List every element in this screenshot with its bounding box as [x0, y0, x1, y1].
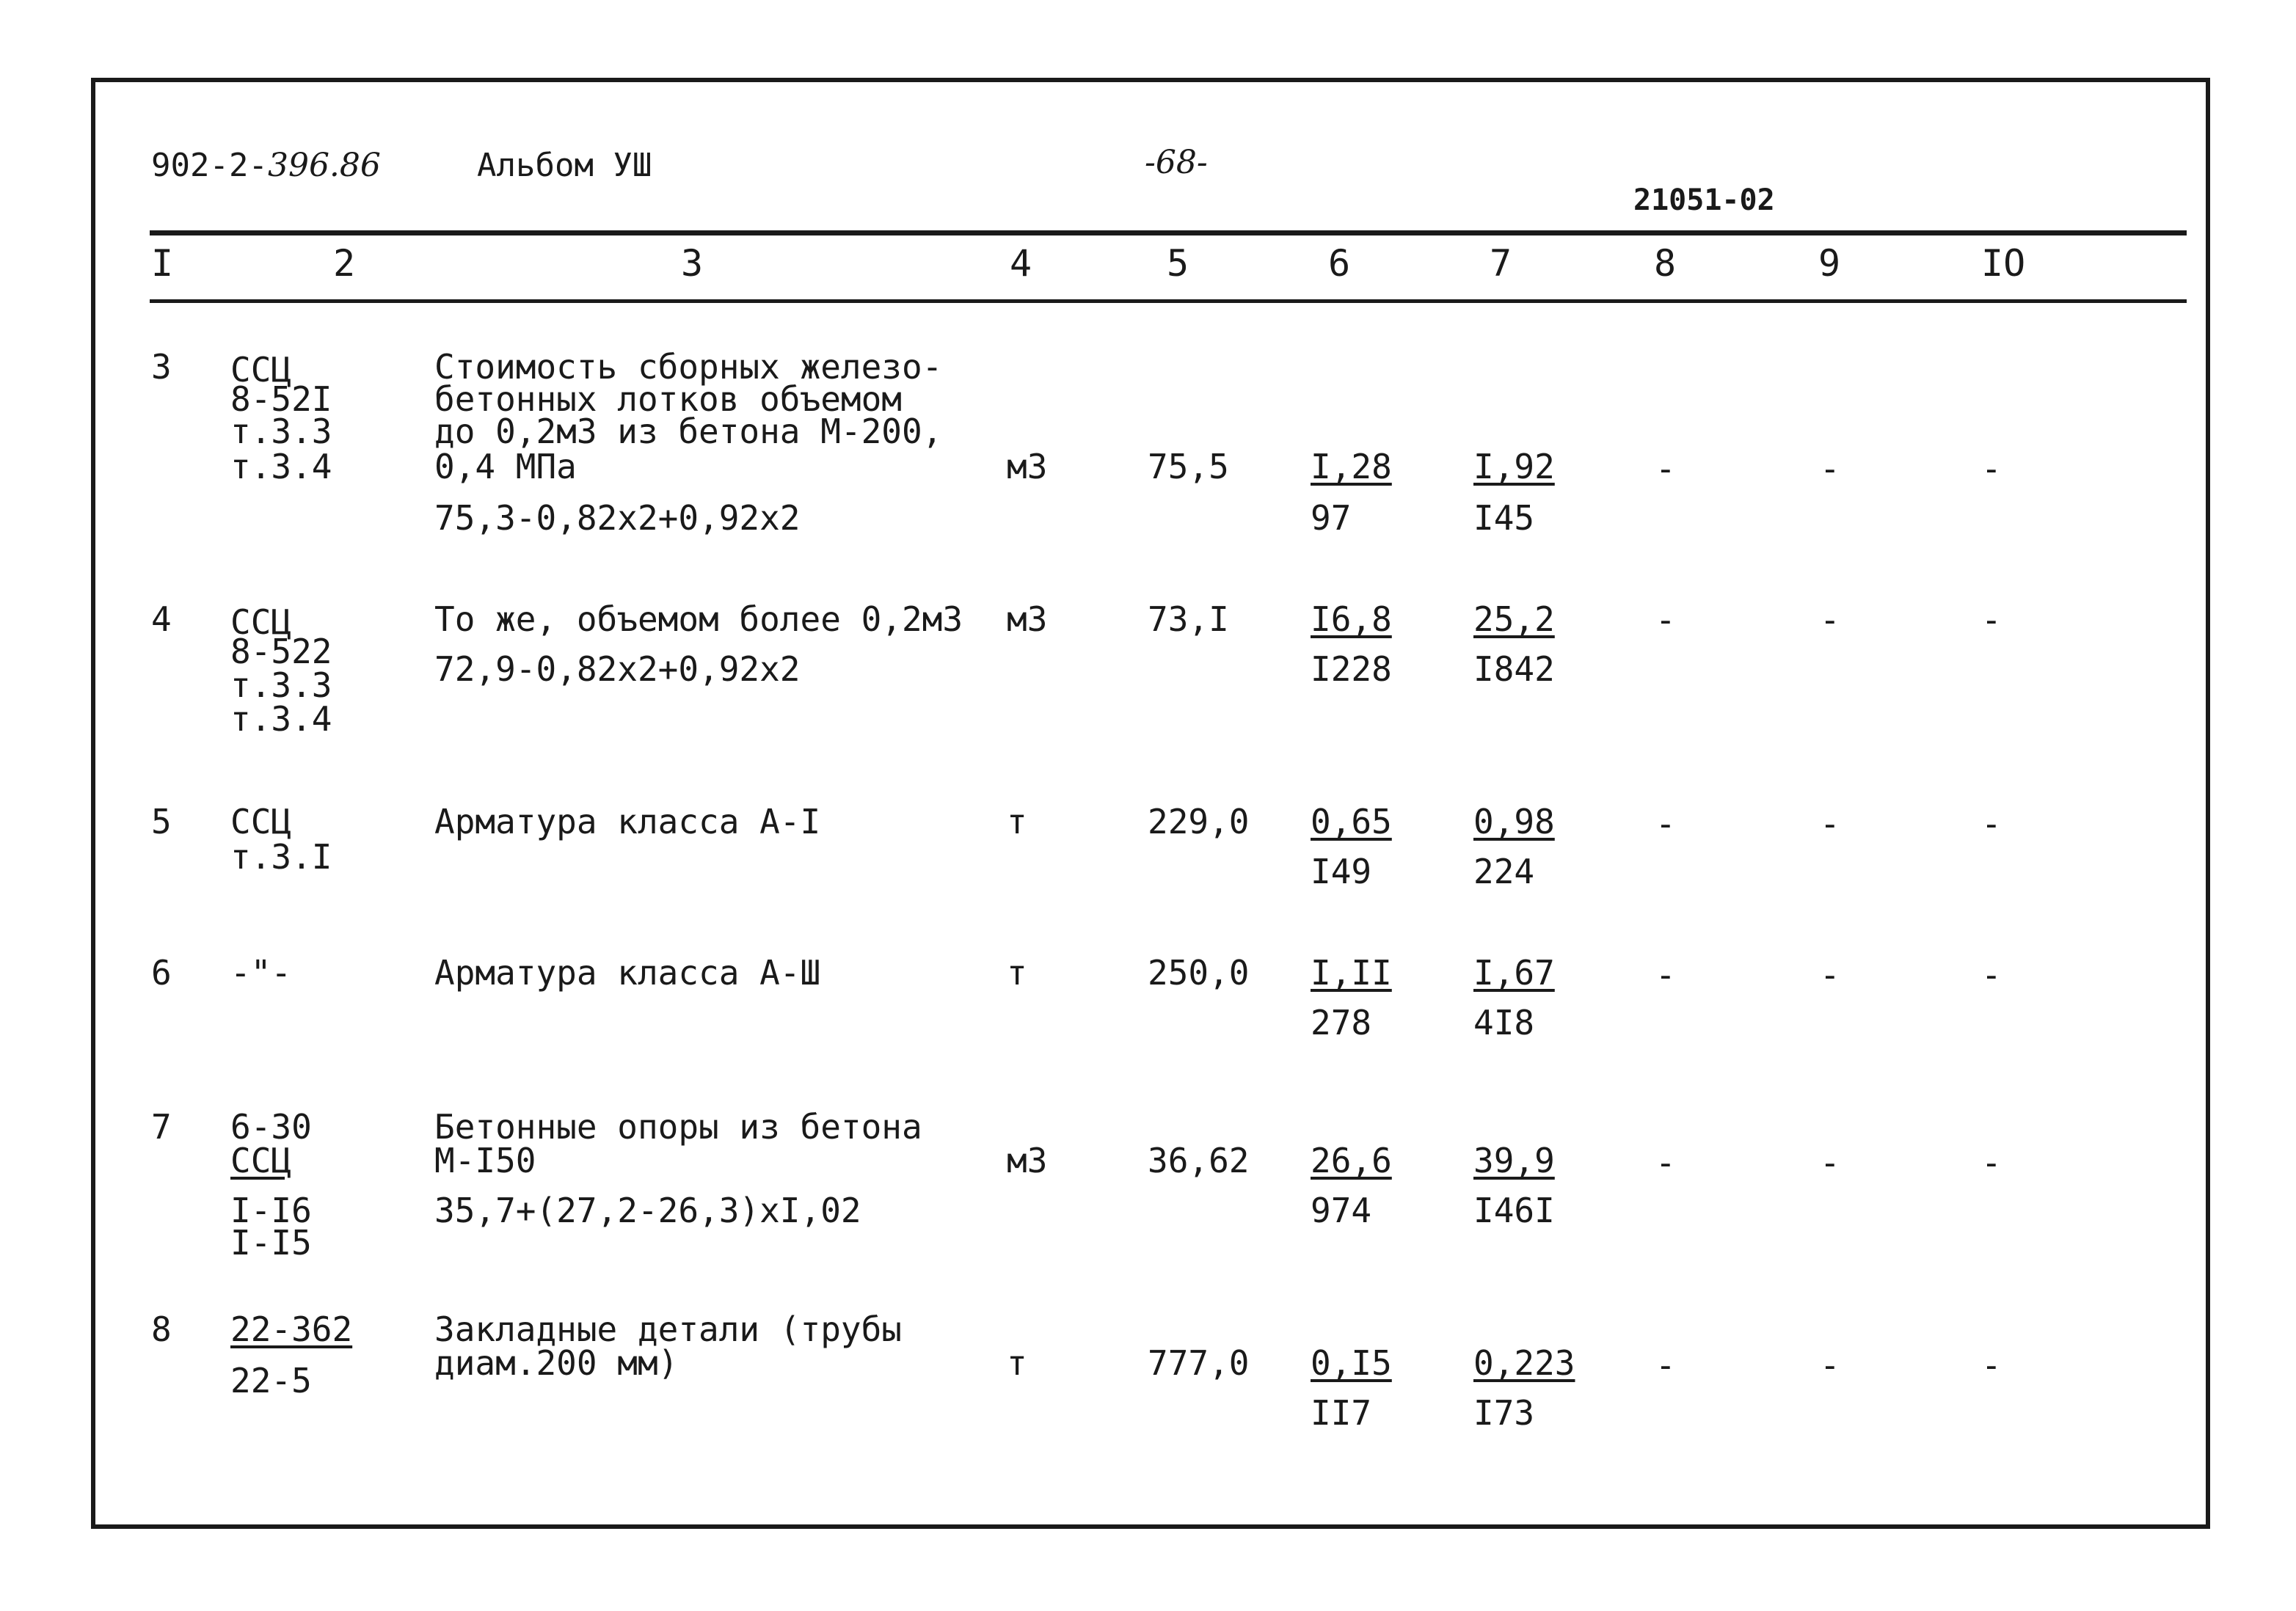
col8-dash: -: [1655, 449, 1676, 489]
col8-dash: -: [1655, 955, 1676, 995]
unit: м3: [1007, 1141, 1048, 1180]
price: 229,0: [1148, 802, 1250, 841]
code-line: ССЦ: [230, 350, 292, 390]
description-line: То же, объемом более 0,2м3: [434, 599, 963, 639]
row-number: 7: [151, 1107, 172, 1147]
col7-bottom: I73: [1473, 1393, 1535, 1433]
description-line: 0,4 МПа: [434, 447, 577, 486]
description-line: Закладные детали (трубы: [434, 1309, 902, 1349]
description-line: Арматура класса А-I: [434, 802, 821, 841]
unit: м3: [1007, 599, 1048, 639]
col9-dash: -: [1820, 1345, 1840, 1385]
col10-dash: -: [1981, 449, 2002, 489]
col9-dash: -: [1820, 804, 1840, 844]
page-number: -68-: [1145, 144, 1208, 181]
price: 73,I: [1148, 599, 1229, 639]
col7-top: 25,2: [1473, 599, 1555, 639]
description-line: М-I50: [434, 1141, 536, 1180]
col6-top: 0,65: [1311, 802, 1392, 841]
col7-bottom: I46I: [1473, 1191, 1555, 1230]
doc-number: [151, 147, 381, 184]
row-number: 3: [151, 347, 172, 387]
code-line: ССЦ: [230, 802, 292, 841]
unit: т: [1007, 1343, 1027, 1383]
col7-bottom: I842: [1473, 649, 1555, 689]
col6-top: I6,8: [1311, 599, 1392, 639]
album-title: Альбом УШ: [477, 147, 652, 184]
price: 75,5: [1148, 447, 1229, 486]
col7-top: I,67: [1473, 953, 1555, 993]
col-2-header: 2: [333, 242, 356, 285]
price: 777,0: [1148, 1343, 1250, 1383]
description-line: бетонных лотков объемом: [434, 379, 902, 419]
col10-dash: -: [1981, 1345, 2002, 1385]
formula: 72,9-0,82x2+0,92x2: [434, 649, 801, 689]
col8-dash: -: [1655, 600, 1676, 640]
stamp-number: 21051-02: [1633, 183, 1775, 217]
col10-dash: -: [1981, 955, 2002, 995]
col7-top: 0,223: [1473, 1343, 1575, 1383]
col-9-header: 9: [1818, 242, 1841, 285]
col6-bottom: I228: [1311, 649, 1392, 689]
code-line: 6-30: [230, 1107, 312, 1147]
code-line: т.3.I: [230, 837, 332, 877]
code-line: 8-522: [230, 632, 332, 671]
doc-code-handwritten: 396.86: [267, 147, 381, 184]
col9-dash: -: [1820, 449, 1840, 489]
col9-dash: -: [1820, 1143, 1840, 1183]
price: 36,62: [1148, 1141, 1250, 1180]
code-line: 8-52I: [230, 379, 332, 419]
col6-top: 0,I5: [1311, 1343, 1392, 1383]
col7-top: 39,9: [1473, 1141, 1555, 1180]
col6-top: I,II: [1311, 953, 1392, 993]
col7-top: I,92: [1473, 447, 1555, 486]
col6-bottom: 974: [1311, 1191, 1372, 1230]
col-7-header: 7: [1490, 242, 1512, 285]
col7-bottom: 224: [1473, 852, 1535, 891]
col9-dash: -: [1820, 955, 1840, 995]
code-line: ССЦ: [230, 1141, 292, 1180]
col6-top: 26,6: [1311, 1141, 1392, 1180]
code-line: т.3.3: [230, 412, 332, 451]
unit: м3: [1007, 447, 1048, 486]
code-line: ССЦ: [230, 602, 292, 642]
col10-dash: -: [1981, 804, 2002, 844]
header-rule-bottom: [150, 299, 2187, 303]
col7-bottom: 4I8: [1473, 1003, 1535, 1042]
code-line: т.3.4: [230, 699, 332, 739]
code-line: т.3.3: [230, 665, 332, 705]
col8-dash: -: [1655, 804, 1676, 844]
col6-top: I,28: [1311, 447, 1392, 486]
col9-dash: -: [1820, 600, 1840, 640]
description-line: Стоимость сборных железо-: [434, 347, 943, 387]
row-number: 5: [151, 802, 172, 841]
description-line: до 0,2м3 из бетона М-200,: [434, 412, 943, 451]
code-line: т.3.4: [230, 447, 332, 486]
formula: 75,3-0,82x2+0,92x2: [434, 498, 801, 538]
col10-dash: -: [1981, 600, 2002, 640]
description-line: Бетонные опоры из бетона: [434, 1107, 922, 1147]
col-8-header: 8: [1654, 242, 1677, 285]
col-5-header: 5: [1167, 242, 1189, 285]
doc-prefix: 902-2-: [151, 147, 268, 184]
row-number: 8: [151, 1309, 172, 1349]
col-6-header: 6: [1328, 242, 1351, 285]
code-line: I-I5: [230, 1223, 312, 1263]
unit: т: [1007, 802, 1027, 841]
code-line: 22-5: [230, 1361, 312, 1400]
col8-dash: -: [1655, 1345, 1676, 1385]
header-rule-top: [150, 230, 2187, 235]
description-line: диам.200 мм): [434, 1343, 679, 1383]
code-line: 22-362: [230, 1309, 353, 1349]
col6-bottom: 97: [1311, 498, 1352, 538]
description-line: Арматура класса А-Ш: [434, 953, 821, 993]
col-1-header: I: [151, 242, 174, 285]
row-number: 6: [151, 953, 172, 993]
col8-dash: -: [1655, 1143, 1676, 1183]
col7-top: 0,98: [1473, 802, 1555, 841]
col6-bottom: II7: [1311, 1393, 1372, 1433]
formula: 35,7+(27,2-26,3)xI,02: [434, 1191, 861, 1230]
code-line: -"-: [230, 953, 292, 993]
price: 250,0: [1148, 953, 1250, 993]
col6-bottom: I49: [1311, 852, 1372, 891]
row-number: 4: [151, 599, 172, 639]
col-3-header: 3: [681, 242, 704, 285]
col7-bottom: I45: [1473, 498, 1535, 538]
col10-dash: -: [1981, 1143, 2002, 1183]
col6-bottom: 278: [1311, 1003, 1372, 1042]
col-10-header: IO: [1981, 242, 2026, 285]
code-line: I-I6: [230, 1191, 312, 1230]
col-4-header: 4: [1010, 242, 1032, 285]
unit: т: [1007, 953, 1027, 993]
